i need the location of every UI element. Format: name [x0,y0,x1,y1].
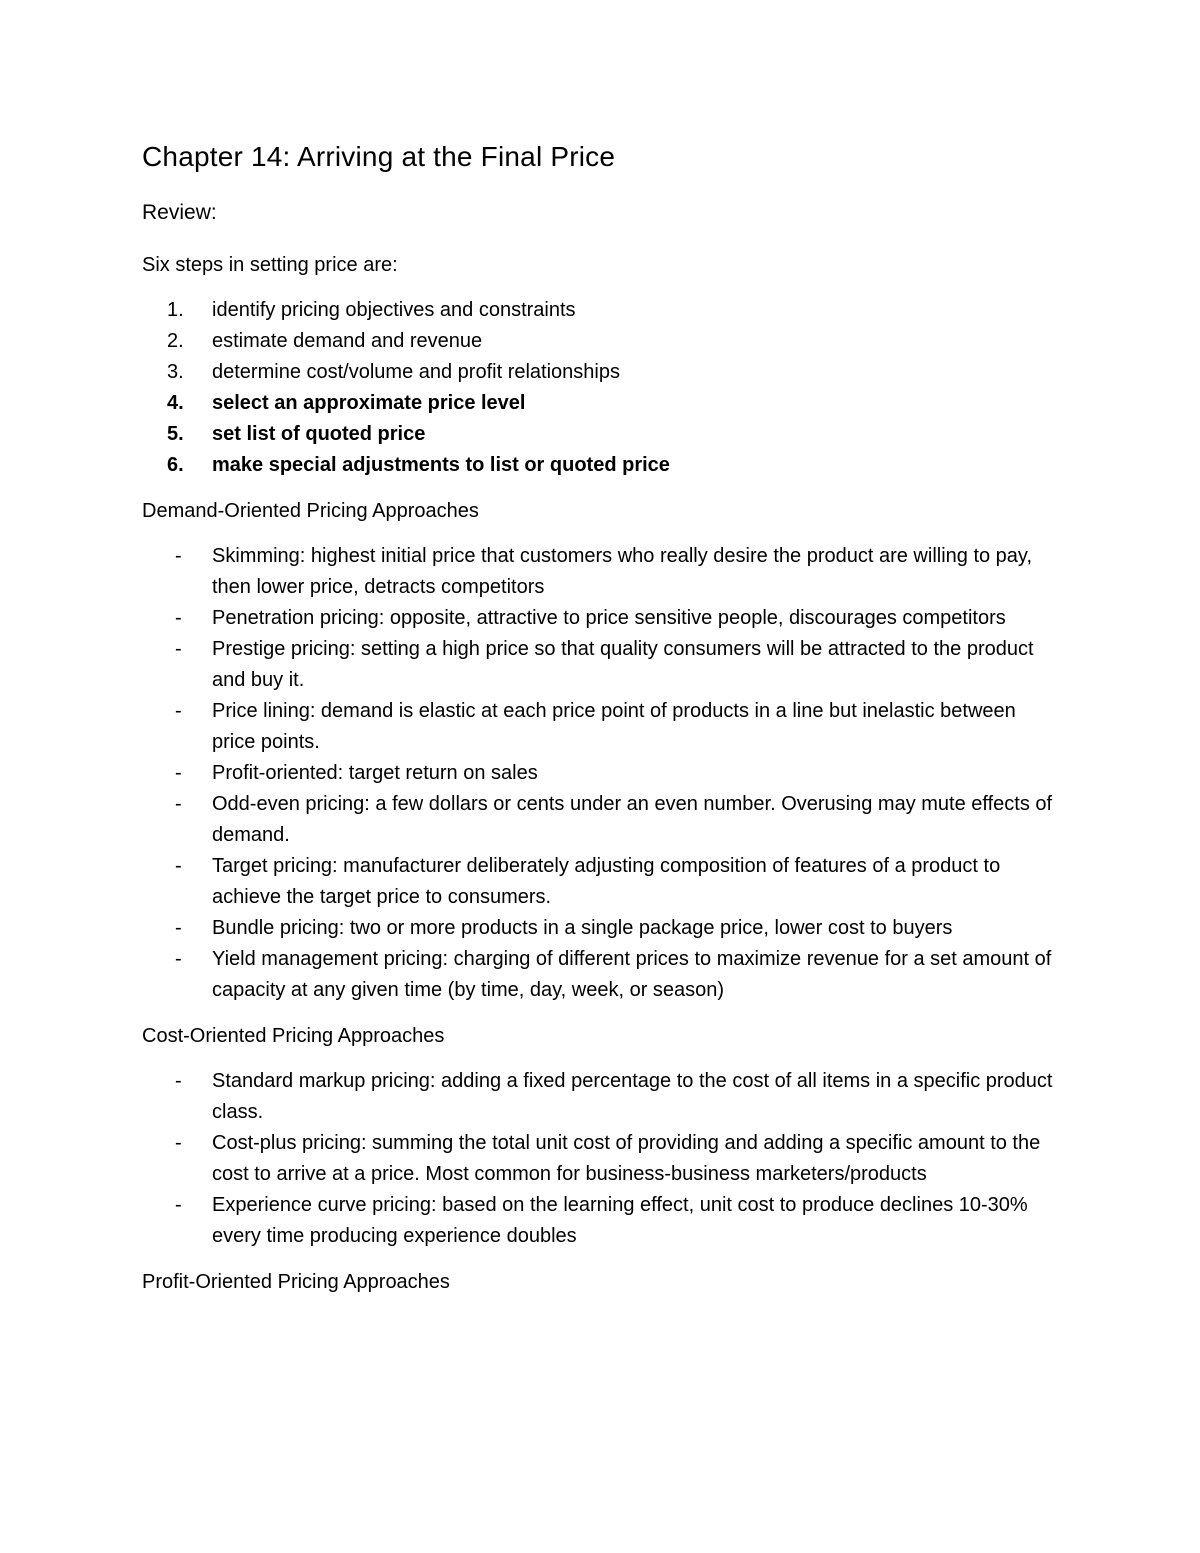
step-text: make special adjustments to list or quoted price [212,453,670,476]
dash-bullet: - [175,761,182,784]
list-item-text: Standard markup pricing: adding a fixed percentage to the cost of all items in a specific product class. [212,1069,1053,1123]
list-item-text: Skimming: highest initial price that customers who really desire the product are willing to pay, then lower price, detracts competitors [212,544,1032,598]
list-item [142,541,1062,603]
list-item [142,1190,1062,1252]
dash-bullet: - [175,854,182,877]
steps-list [142,295,1062,481]
dash-bullet: - [175,792,182,815]
step-number: 2. [167,329,184,352]
dash-bullet: - [175,1193,182,1216]
step-text: identify pricing objectives and constraints [212,298,576,321]
dash-bullet: - [175,947,182,970]
step-number: 4. [167,391,184,414]
demand-approaches-list [142,541,1062,1006]
list-item [142,1066,1062,1128]
list-item-text: Price lining: demand is elastic at each price point of products in a line but inelastic between price points. [212,699,1016,753]
step-item [142,419,1062,450]
dash-bullet: - [175,1069,182,1092]
list-item-text: Experience curve pricing: based on the learning effect, unit cost to produce declines 10-30% every time producing experience doubles [212,1193,1028,1247]
list-item-text: Penetration pricing: opposite, attractive to price sensitive people, discourages competitors [212,606,1006,629]
step-text: estimate demand and revenue [212,329,483,352]
step-text: select an approximate price level [212,391,526,414]
step-item [142,388,1062,419]
list-item [142,696,1062,758]
step-item [142,450,1062,481]
page-title: Chapter 14: Arriving at the Final Price [142,141,616,172]
section-heading-profit: Profit-Oriented Pricing Approaches [142,1270,450,1293]
list-item-text: Target pricing: manufacturer deliberately adjusting composition of features of a product to achieve the target price to consumers. [212,854,1001,908]
step-text: set list of quoted price [212,422,426,445]
list-item [142,758,1062,789]
step-text: determine cost/volume and profit relationships [212,360,620,383]
list-item-text: Cost-plus pricing: summing the total unit cost of providing and adding a specific amount to the cost to arrive at a price. Most common for business-business marketers/products [212,1131,1041,1185]
list-item [142,851,1062,913]
list-item [142,1128,1062,1190]
section-heading-cost: Cost-Oriented Pricing Approaches [142,1024,445,1047]
list-item-text: Profit-oriented: target return on sales [212,761,538,784]
list-item-text: Odd-even pricing: a few dollars or cents under an even number. Overusing may mute effects of demand. [212,792,1053,846]
list-item [142,603,1062,634]
dash-bullet: - [175,544,182,567]
step-number: 5. [167,422,184,445]
cost-approaches-list [142,1066,1062,1252]
list-item [142,944,1062,1006]
list-item [142,913,1062,944]
dash-bullet: - [175,699,182,722]
dash-bullet: - [175,1131,182,1154]
step-item [142,295,1062,326]
dash-bullet: - [175,606,182,629]
section-heading-demand: Demand-Oriented Pricing Approaches [142,499,479,522]
list-item-text: Bundle pricing: two or more products in a single package price, lower cost to buyers [212,916,953,939]
review-subtitle: Review: [142,200,217,224]
document-page [142,140,1062,1312]
steps-intro: Six steps in setting price are: [142,253,398,276]
list-item-text: Yield management pricing: charging of different prices to maximize revenue for a set amount of capacity at any given time (by time, day, week, or season) [212,947,1052,1001]
dash-bullet: - [175,637,182,660]
list-item-text: Prestige pricing: setting a high price so that quality consumers will be attracted to the product and buy it. [212,637,1034,691]
step-item [142,357,1062,388]
step-number: 1. [167,298,184,321]
dash-bullet: - [175,916,182,939]
step-item [142,326,1062,357]
step-number: 3. [167,360,184,383]
list-item [142,634,1062,696]
step-number: 6. [167,453,184,476]
list-item [142,789,1062,851]
